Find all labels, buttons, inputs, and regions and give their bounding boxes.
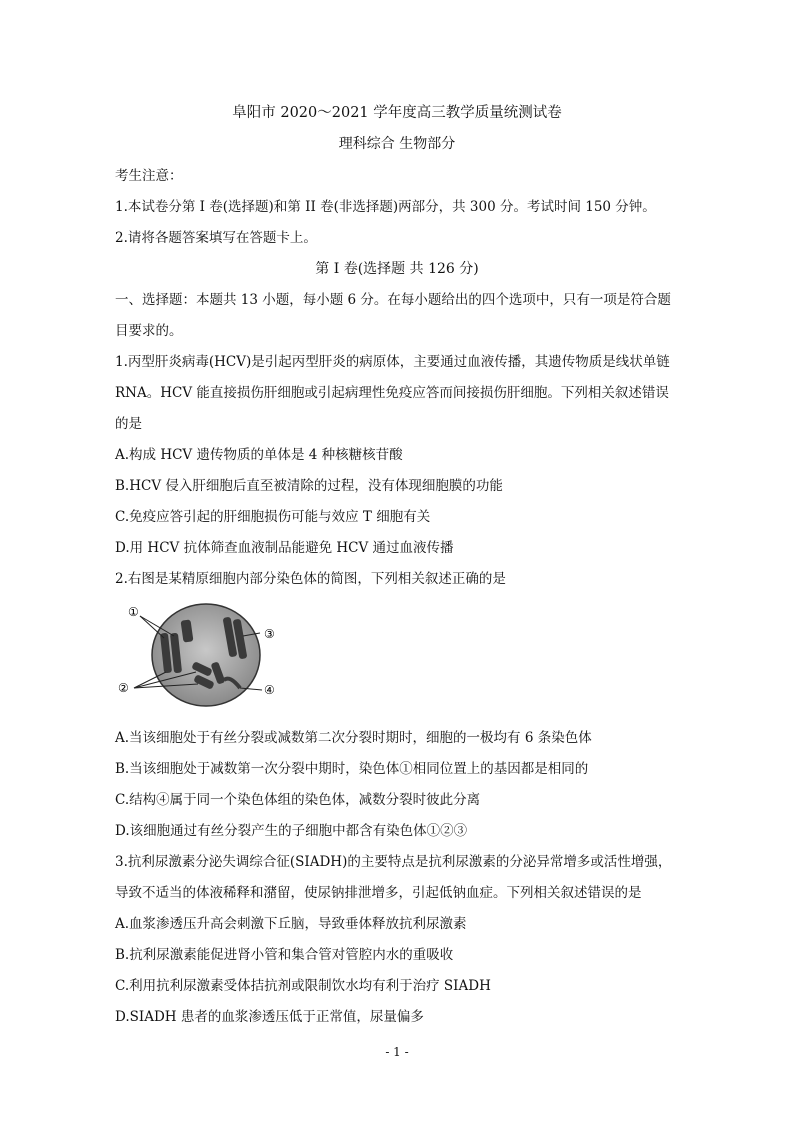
- q1-option-d: D.用 HCV 抗体筛查血液制品能避免 HCV 通过血液传播: [115, 540, 454, 556]
- figure-label-1: ①: [128, 605, 139, 619]
- figure-label-3: ③: [264, 627, 275, 641]
- section-instruction-line-2: 目要求的。: [115, 323, 183, 339]
- q2-stem-line-1: 2.右图是某精原细胞内部分染色体的简图，下列相关叙述正确的是: [115, 571, 506, 587]
- exam-subtitle: 理科综合 生物部分: [338, 136, 456, 152]
- section-instruction-line-1: 一、选择题：本题共 13 小题，每小题 6 分。在每小题给出的四个选项中，只有一项是符合题: [115, 292, 671, 308]
- q1-stem-line-2: RNA。HCV 能直接损伤肝细胞或引起病理性免疫应答而间接损伤肝细胞。下列相关叙述错误: [115, 385, 669, 401]
- q3-option-d: D.SIADH 患者的血浆渗透压低于正常值，尿量偏多: [115, 1009, 424, 1025]
- section-title: 第 I 卷(选择题 共 126 分): [315, 261, 479, 277]
- q2-option-a: A.当该细胞处于有丝分裂或减数第二次分裂时期时，细胞的一极均有 6 条染色体: [115, 730, 592, 746]
- q1-stem-line-1: 1.丙型肝炎病毒(HCV)是引起丙型肝炎的病原体，主要通过血液传播，其遗传物质是线状单链: [115, 354, 670, 370]
- q1-option-b: B.HCV 侵入肝细胞后直至被清除的过程，没有体现细胞膜的功能: [115, 478, 503, 494]
- q3-stem-line-1: 3.抗利尿激素分泌失调综合征(SIADH)的主要特点是抗利尿激素的分泌异常增多或活性增强，: [115, 854, 672, 870]
- chromosome-figure: [112, 600, 312, 712]
- q1-option-c: C.免疫应答引起的肝细胞损伤可能与效应 T 细胞有关: [115, 509, 431, 525]
- q2-option-c: C.结构④属于同一个染色体组的染色体，减数分裂时彼此分离: [115, 792, 481, 808]
- figure-label-2: ②: [118, 681, 129, 695]
- q3-option-a: A.血浆渗透压升高会刺激下丘脑，导致垂体释放抗利尿激素: [115, 916, 467, 932]
- q2-option-d: D.该细胞通过有丝分裂产生的子细胞中都含有染色体①②③: [115, 823, 468, 839]
- notice-heading: 考生注意：: [115, 168, 183, 184]
- q2-option-b: B.当该细胞处于减数第一次分裂中期时，染色体①相同位置上的基因都是相同的: [115, 761, 589, 777]
- q1-option-a: A.构成 HCV 遗传物质的单体是 4 种核糖核苷酸: [115, 447, 403, 463]
- notice-item-1: 1.本试卷分第 I 卷(选择题)和第 II 卷(非选择题)两部分，共 300 分。考试时间 150 分钟。: [115, 199, 656, 215]
- figure-label-4: ④: [264, 683, 275, 697]
- q3-stem-line-2: 导致不适当的体液稀释和潴留，使尿钠排泄增多，引起低钠血症。下列相关叙述错误的是: [115, 885, 642, 901]
- q3-option-b: B.抗利尿激素能促进肾小管和集合管对管腔内水的重吸收: [115, 947, 454, 963]
- exam-title: 阜阳市 2020～2021 学年度高三教学质量统测试卷: [232, 105, 562, 121]
- q1-stem-line-3: 的是: [115, 416, 142, 432]
- notice-item-2: 2.请将各题答案填写在答题卡上。: [115, 230, 317, 246]
- page-number: - 1 -: [385, 1045, 409, 1059]
- q3-option-c: C.利用抗利尿激素受体拮抗剂或限制饮水均有利于治疗 SIADH: [115, 978, 491, 994]
